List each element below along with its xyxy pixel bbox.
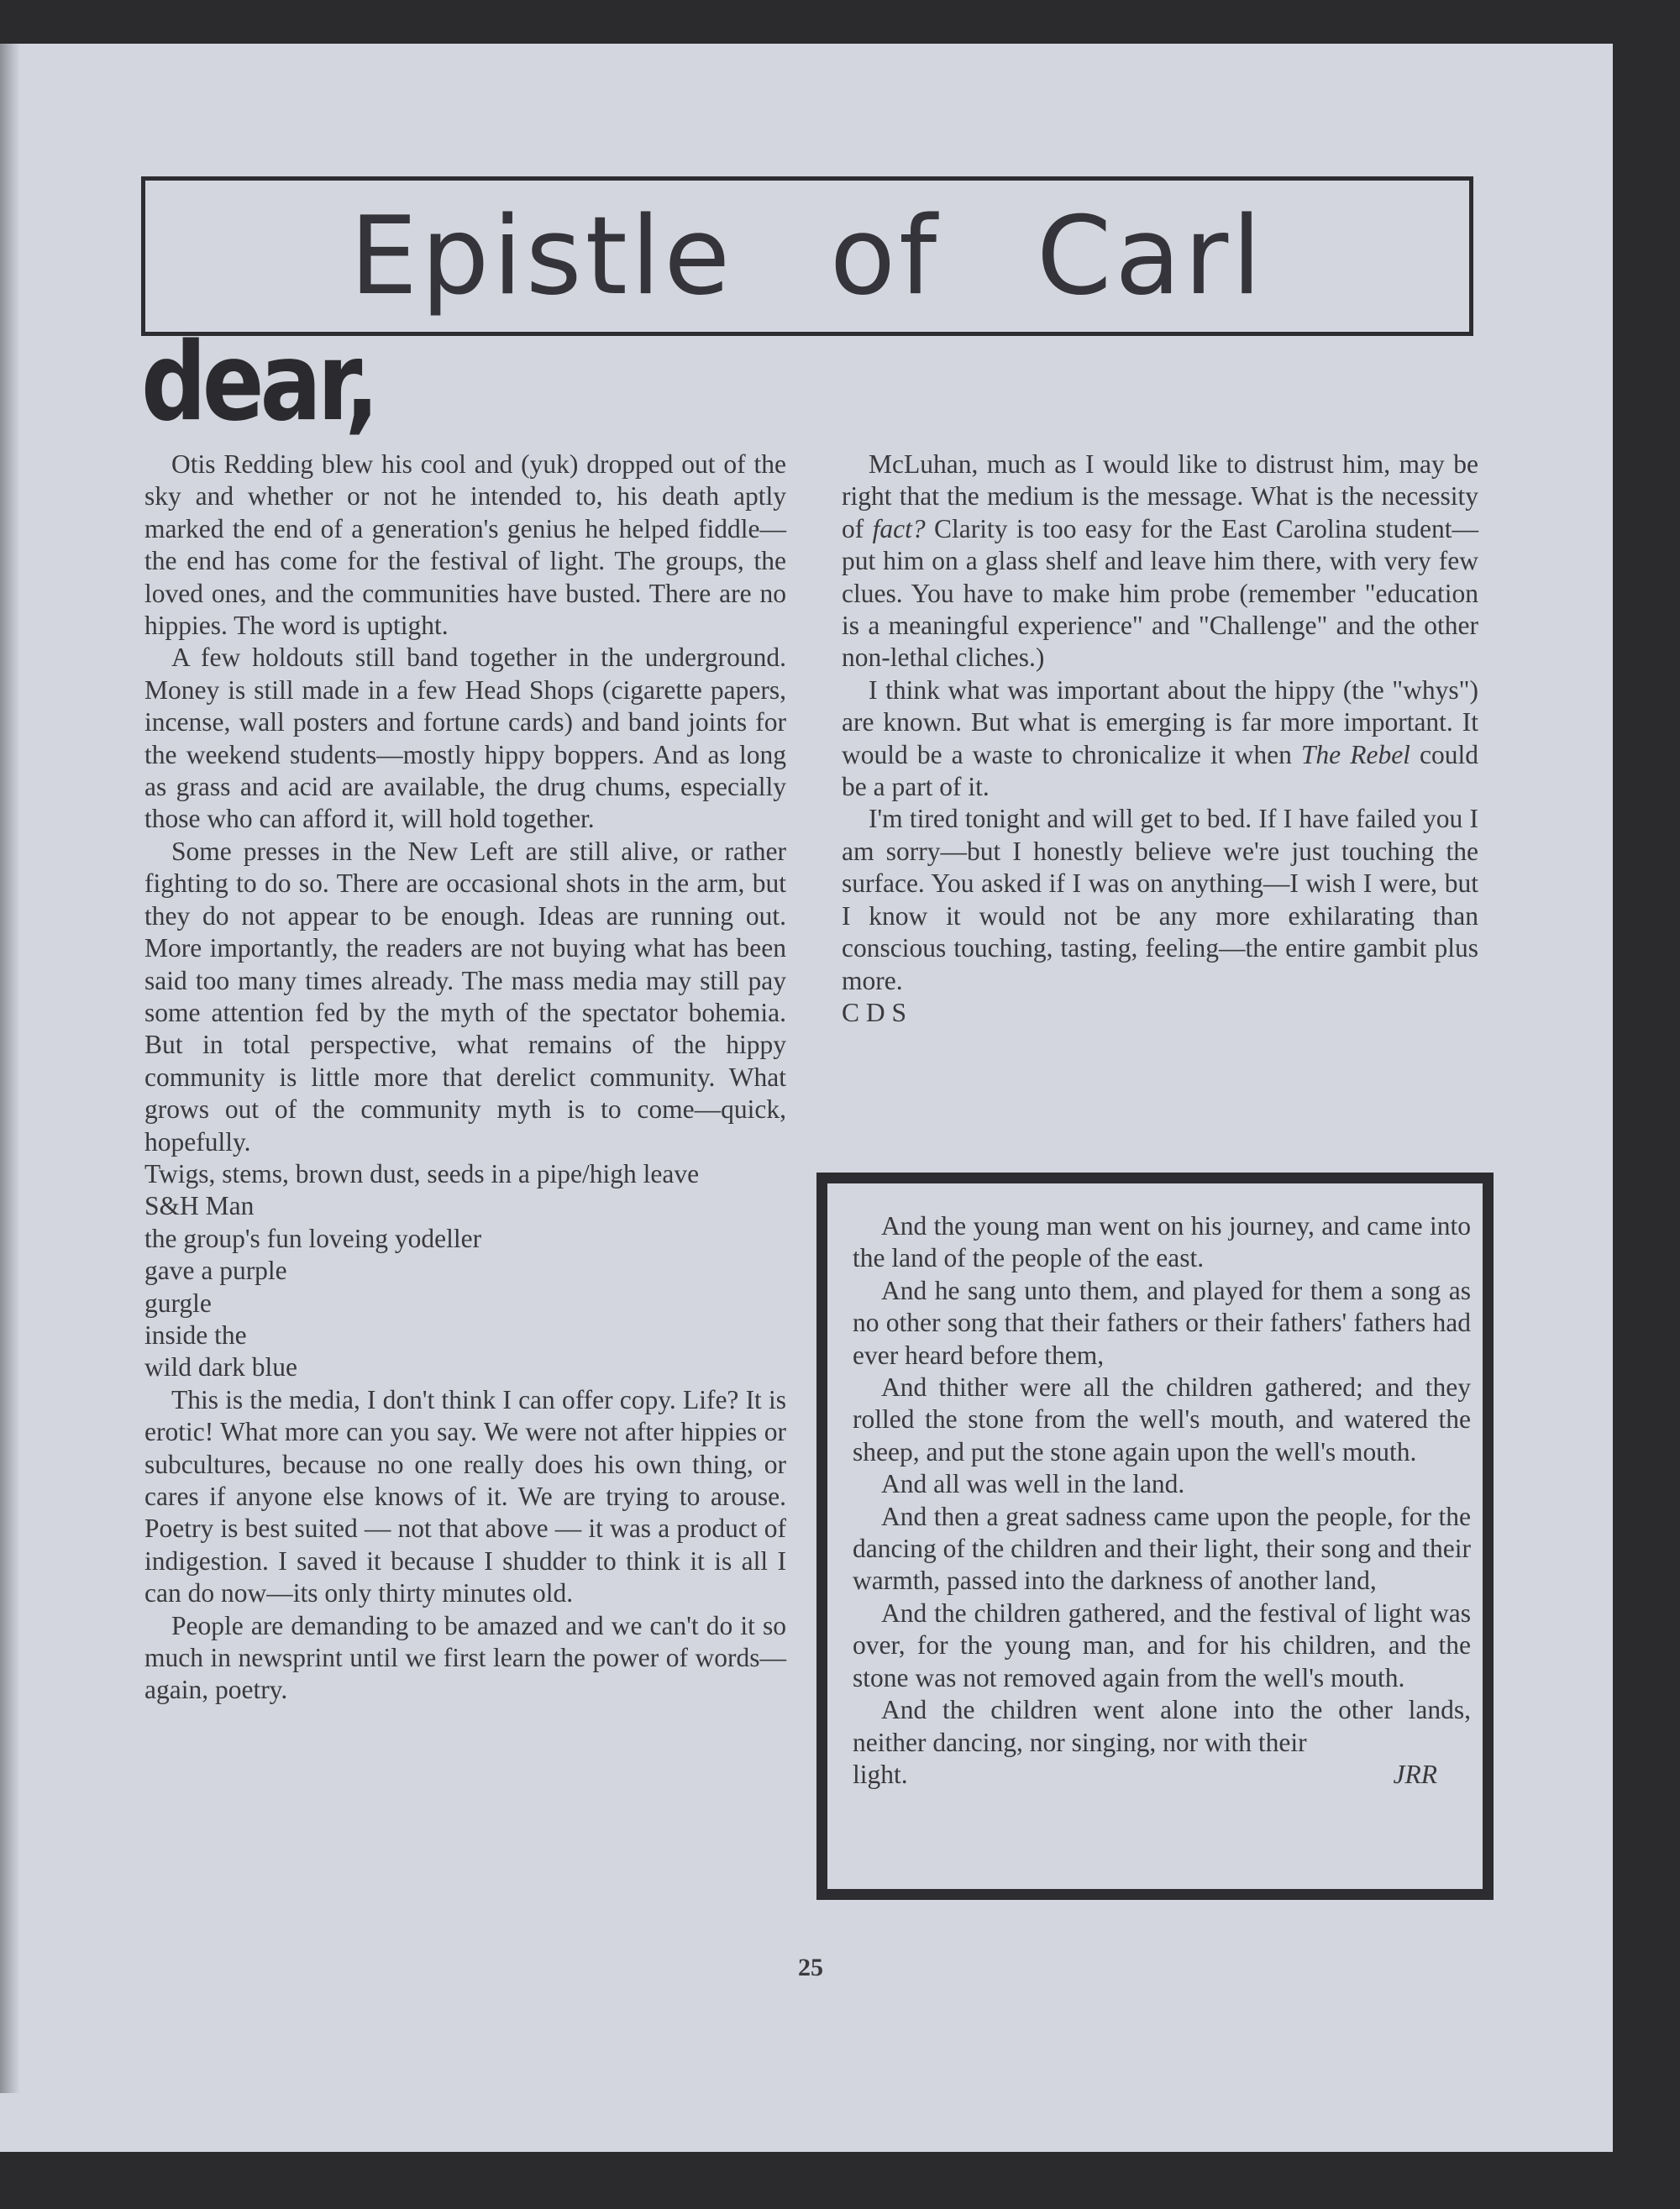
poem-paragraph-4: And all was well in the land.: [881, 1469, 1185, 1499]
left-paragraph-5: People are demanding to be amazed and we can't do it so much in newsprint until we first learn the power of words—again, poetry.: [144, 1610, 786, 1705]
poem-paragraph-2: And he sang unto them, and played for them a song as no other song that their fathers or their fathers' fathers had ever heard before them,: [853, 1275, 1471, 1370]
poem-line-2: S&H Man: [144, 1191, 255, 1221]
adjacent-page-edge: [0, 44, 20, 2093]
left-paragraph-3: Some presses in the New Left are still alive, or rather fighting to do so. There are occasional shots in the arm, but they do not appear to be enough. Ideas are running out. More importantly, the readers are not buying what has been said too many times already. The mass media may still pay some attention fed by the myth of the spectator bohemia. But in total perspective, what remains of the hippy community is little more that derelict community. What grows out of the community myth is to come—quick, hopefully.: [144, 836, 786, 1157]
right-paragraph-2: [842, 674, 1478, 804]
poem-line-7: wild dark blue: [144, 1352, 297, 1383]
left-column: [144, 449, 786, 1707]
page-title: Epistle of Carl: [349, 193, 1265, 319]
title-box: [141, 176, 1473, 336]
right-paragraph-3: I'm tired tonight and will get to bed. If I have failed you I am sorry—but I honestly believe we're just touching the surface. You asked if I was on anything—I wish I were, but I know it would not be any more exhilarating than conscious touching, tasting, feeling—the entire gambit plus more.: [842, 804, 1478, 995]
poem-paragraph-3: And thither were all the children gathered; and they rolled the stone from the well's mouth, and watered the sheep, and put the stone again upon the well's mouth.: [853, 1372, 1471, 1467]
page-number: 25: [798, 1954, 823, 1981]
text-run: McLuhan, much as I would like to distrust him, may be right that the medium is the message. What is the necessity of: [842, 449, 1478, 543]
poem-paragraph-1: And the young man went on his journey, and came into the land of the people of the east.: [853, 1211, 1471, 1273]
salutation-heading: dear,: [141, 320, 375, 445]
text-run: I think what was important about the hippy (the "whys") are known. But what is emerging is far more important. It would be a waste to chronicalize it when: [842, 674, 1478, 769]
poem-box: [816, 1173, 1494, 1900]
poem-line-4: gave a purple: [144, 1256, 287, 1286]
poem-line-1: Twigs, stems, brown dust, seeds in a pipe/high leave: [144, 1158, 700, 1188]
left-paragraph-4: This is the media, I don't think I can offer copy. Life? It is erotic! What more can you say. We were not after hippies or subcultures, because no one really does his own thing, or cares if anyone else knows of it. We are trying to arouse. Poetry is best suited — not that above — it was a product of indigestion. I saved it because I shudder to think it is all I can do now—its only thirty minutes old.: [144, 1384, 786, 1608]
poem-line-6: inside the: [144, 1320, 247, 1350]
author-signature-cds: C D S: [842, 997, 907, 1027]
author-signature-jrr: JRR: [1393, 1759, 1437, 1789]
poem-line-3: the group's fun loveing yodeller: [144, 1223, 482, 1253]
poem-line-5: gurgle: [144, 1288, 212, 1318]
right-column: [842, 449, 1478, 1029]
text-run: could be a part of it.: [842, 739, 1478, 802]
poem-text: [853, 1210, 1471, 1791]
poem-paragraph-5: And then a great sadness came upon the people, for the dancing of the children and their light, their song and their warmth, passed into the darkness of another land,: [853, 1501, 1471, 1596]
poem-closing-word: light.: [853, 1759, 908, 1789]
left-paragraph-2: A few holdouts still band together in the underground. Money is still made in a few Head Shops (cigarette papers, incense, wall posters and fortune cards) and band joints for the weekend students—mostly hippy boppers. And as long as grass and acid are available, the drug chums, especially those who can afford it, will hold together.: [144, 643, 786, 834]
text-run: Clarity is too easy for the East Carolina student—put him on a glass shelf and leave him there, with very few clues. You have to make him probe (remember "education is a meaningful experience" and "Challenge" and the other non-lethal cliches.): [842, 513, 1478, 673]
poem-last-line: [853, 1759, 1471, 1791]
publication-name: The Rebel: [1300, 739, 1410, 769]
left-paragraph-1: Otis Redding blew his cool and (yuk) dropped out of the sky and whether or not he intended to, his death aptly marked the end of a generation's genius he helped fiddle—the end has come for the festival of light. The groups, the loved ones, and the communities have busted. There are no hippies. The word is uptight.: [144, 449, 786, 641]
poem-paragraph-6: And the children gathered, and the festival of light was over, for the young man, and for his children, and the stone was not removed again from the well's mouth.: [853, 1598, 1471, 1692]
right-paragraph-1: [842, 449, 1478, 674]
poem-paragraph-7: And the children went alone into the other lands, neither dancing, nor singing, nor with their: [853, 1695, 1471, 1757]
italic-text: fact?: [872, 513, 926, 543]
